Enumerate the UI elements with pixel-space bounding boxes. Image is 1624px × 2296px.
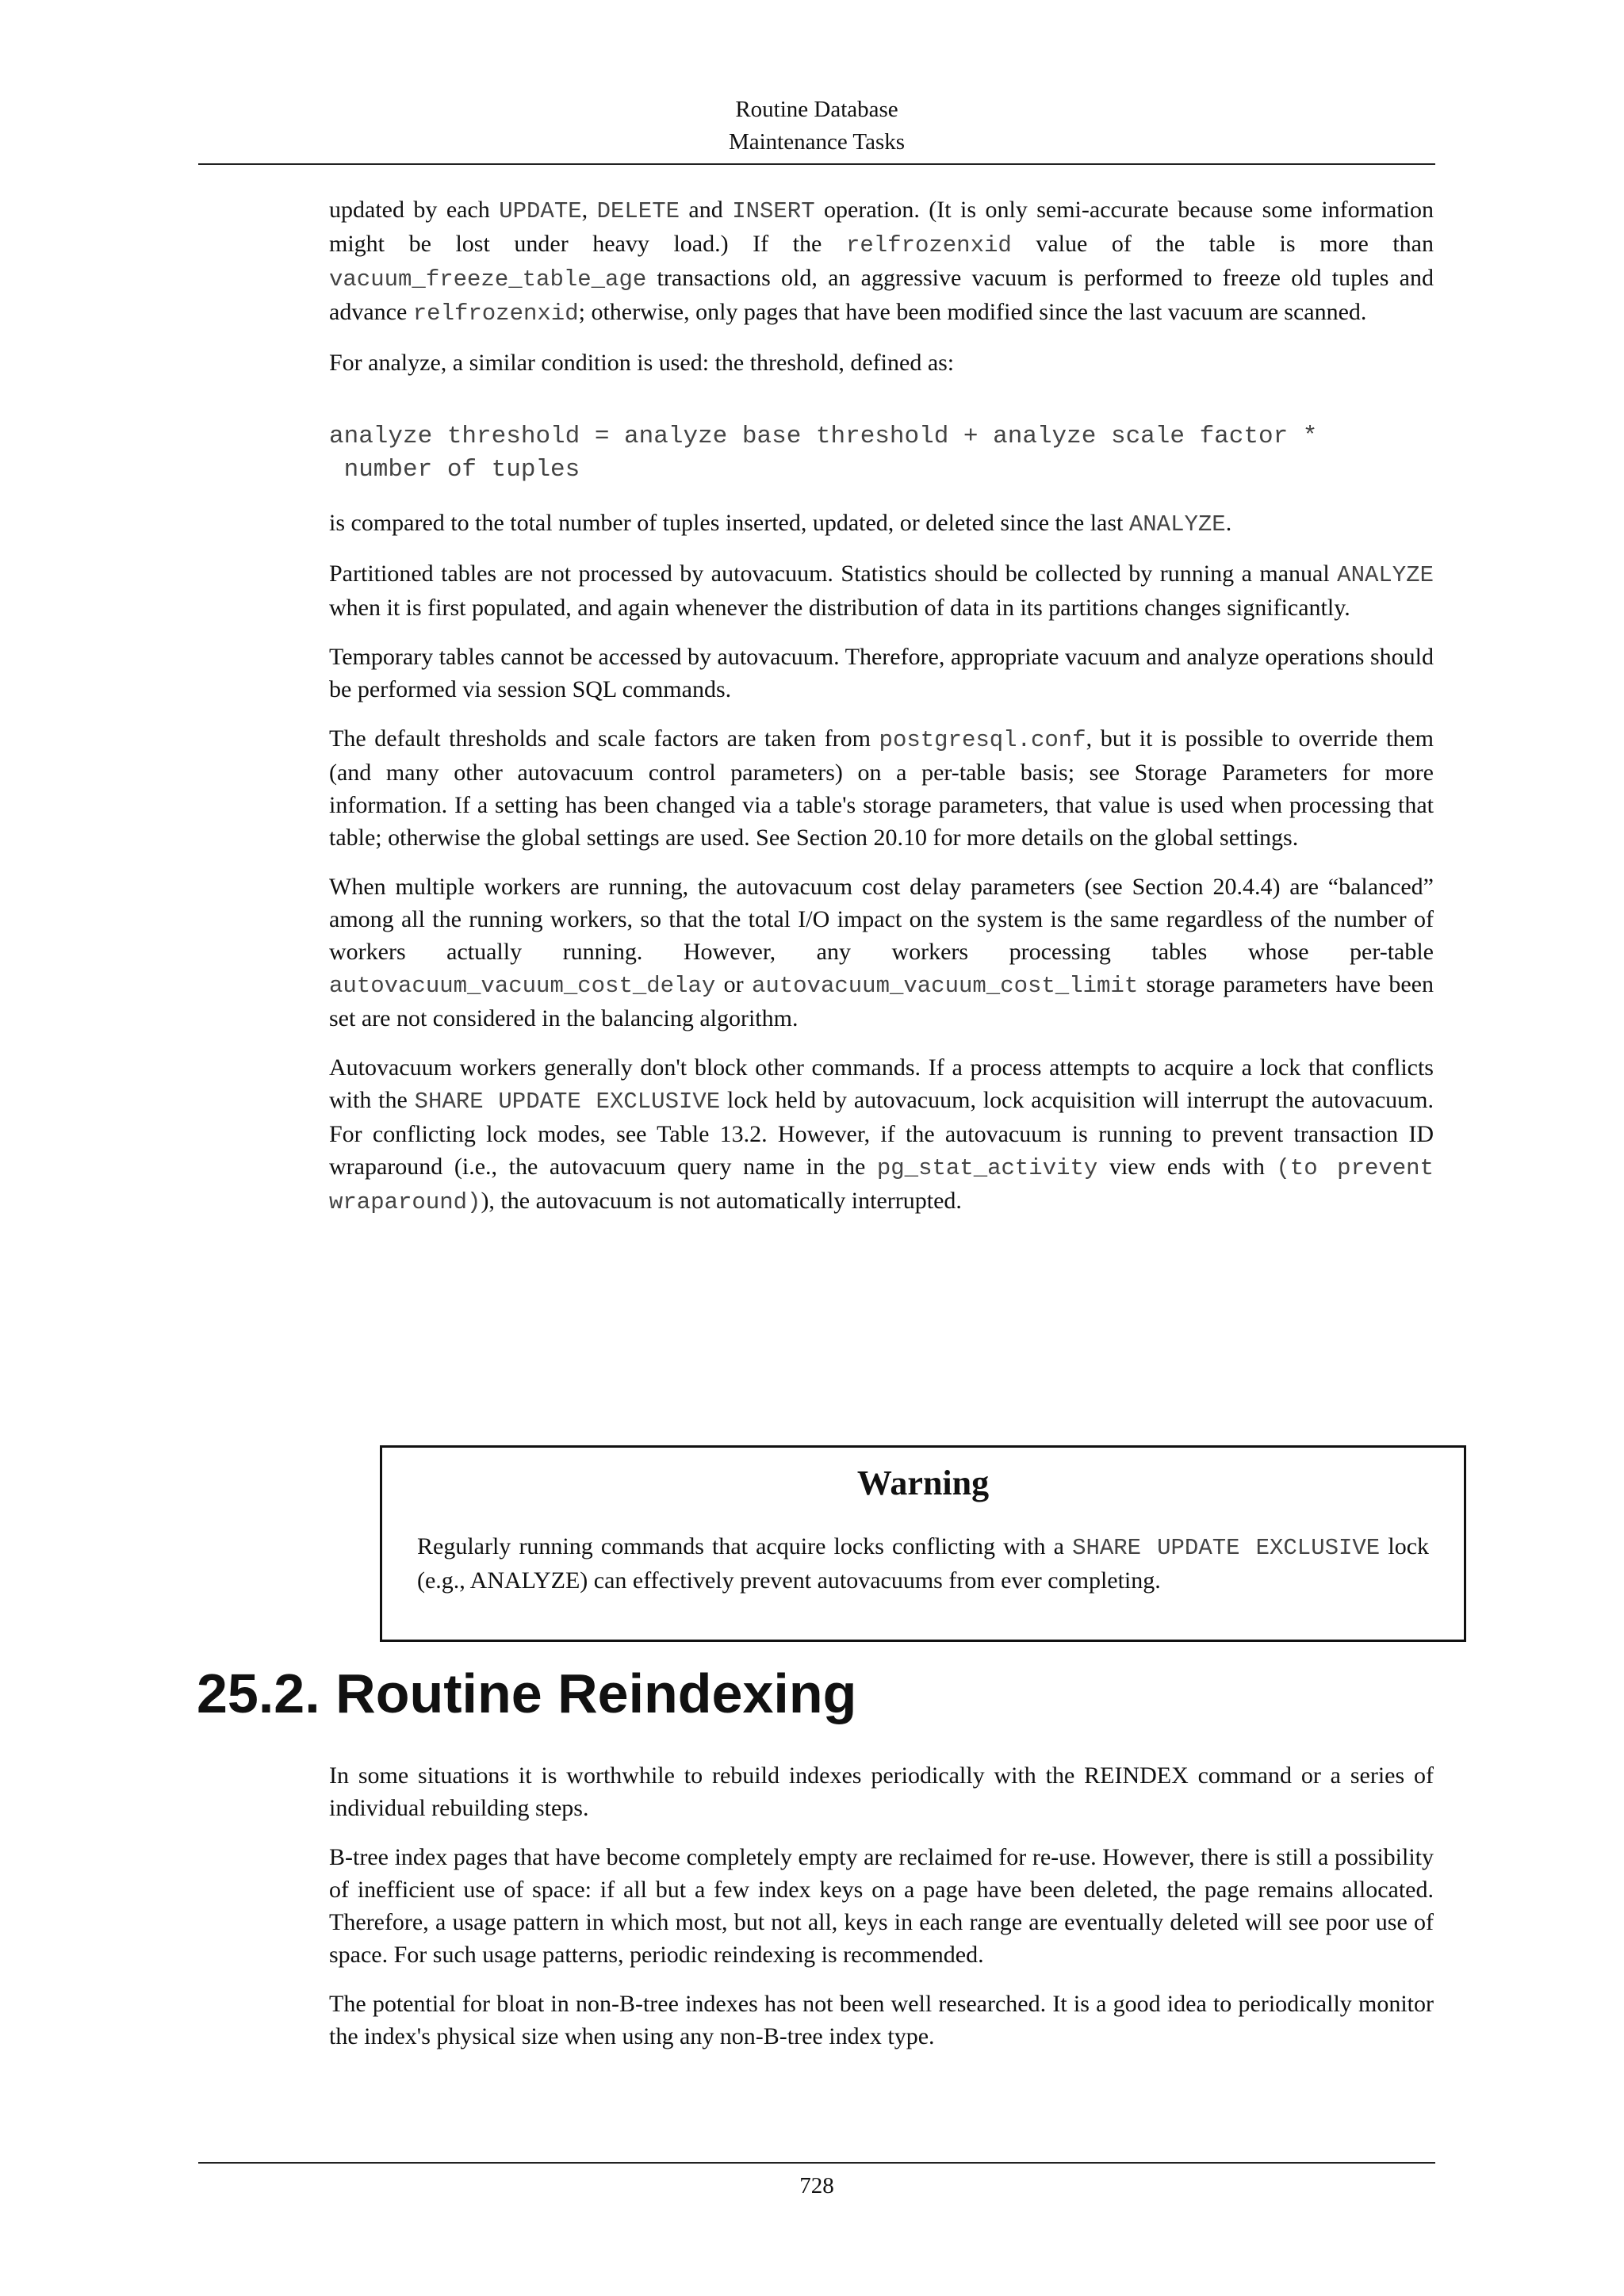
code-cost-limit: autovacuum_vacuum_cost_limit [751,973,1139,999]
paragraph-reindex-intro: In some situations it is worthwhile to rebuild indexes periodically with the REINDEX command or a series of individual rebuilding steps. [329,1762,1434,1821]
code-share-update-exclusive-2: SHARE UPDATE EXCLUSIVE [1072,1535,1381,1561]
code-insert: INSERT [732,198,815,224]
code-share-update-exclusive: SHARE UPDATE EXCLUSIVE [414,1089,721,1115]
paragraph-analyze-condition: For analyze, a similar condition is used: the threshold, defined as: [329,350,955,376]
header-rule [198,163,1435,165]
code-line-1: analyze threshold = analyze base threshold + analyze scale factor * [329,423,1318,450]
warning-admonition [380,1445,1466,1642]
paragraph-temporary-tables: Temporary tables cannot be accessed by autovacuum. Therefore, appropriate vacuum and analyze operations should be performed via session SQL commands. [329,644,1434,702]
code-block-analyze-threshold [329,420,1434,487]
section-title: 25.2. Routine Reindexing [197,1663,857,1724]
paragraph-btree-pages: B-tree index pages that have become completely empty are reclaimed for re-use. However, there is still a possibility of inefficient use of space: if all but a few index keys on a page have been deleted, the page remains allocated. Therefore, a usage pattern in which most, but not all, keys in each range are eventually deleted will see poor use of space. For such usage patterns, periodic reindexing is recommended. [329,1844,1434,1968]
running-header-line-2: Maintenance Tasks [728,129,906,155]
code-relfrozenxid: relfrozenxid [845,232,1012,258]
code-vacuum-freeze-table-age: vacuum_freeze_table_age [329,266,647,293]
code-relfrozenxid-2: relfrozenxid [412,300,579,327]
main-content [329,193,1434,1235]
warning-title: Warning [856,1464,990,1502]
paragraph-default-thresholds: The default thresholds and scale factors are taken from postgresql.conf, but it is possible to override them (and many other autovacuum control parameters) on a per-table basis; see Storage Parameters for more information. If a setting has been changed via a table's storage parameters, that value is used when processing that table; otherwise the global settings are used. See Section 20.10 for more details on the global settings. [329,725,1434,851]
page-number: 728 [799,2173,834,2198]
code-cost-delay: autovacuum_vacuum_cost_delay [329,973,716,999]
code-analyze: ANALYZE [1128,511,1226,538]
running-header-line-1: Routine Database [735,97,898,122]
code-to-prevent-wraparound: (to prevent wraparound) [329,1155,1434,1215]
paragraph-non-btree-bloat: The potential for bloat in non-B-tree indexes has not been well researched. It is a good idea to periodically monitor the index's physical size when using any non-B-tree index type. [329,1991,1434,2049]
paragraph-multiple-workers: When multiple workers are running, the autovacuum cost delay parameters (see Section 20.4.4) are “balanced” among all the running workers, so that the total I/O impact on the system is the same regardless of the number of workers actually running. However, any workers processing tables whose per-table autovacuum_vacuum_cost_delay or autovacuum_vacuum_cost_limit storage parameters have been set are not considered in the balancing algorithm. [329,874,1434,1031]
paragraph-autovacuum-workers: Autovacuum workers generally don't block other commands. If a process attempts to acquire a lock that conflicts with the SHARE UPDATE EXCLUSIVE lock held by autovacuum, lock acquisition will interrupt the autovacuum. For conflicting lock modes, see Table 13.2. However, if the autovacuum is running to prevent transaction ID wraparound (i.e., the autovacuum query name in the pg_stat_activity view ends with (to prevent wraparound)), the autovacuum is not automatically interrupted. [329,1054,1434,1215]
paragraph-compared: is compared to the total number of tuples inserted, updated, or deleted since the last ANALYZE. [329,510,1232,538]
paragraph-partitioned-tables: Partitioned tables are not processed by autovacuum. Statistics should be collected by running a manual ANALYZE when it is first populated, and again whenever the distribution of data in its partitions changes significantly. [329,561,1434,621]
code-pg-stat-activity: pg_stat_activity [876,1155,1098,1181]
paragraph-stats-accuracy: updated by each UPDATE, DELETE and INSERT operation. (It is only semi-accurate because some information might be lost under heavy load.) If the relfrozenxid value of the table is more than vacuum_freeze_table_age transactions old, an aggressive vacuum is performed to freeze old tuples and advance relfrozenxid; otherwise, only pages that have been modified since the last vacuum are scanned. [329,197,1434,327]
code-postgresql-conf: postgresql.conf [879,727,1086,753]
code-delete: DELETE [596,198,680,224]
section-content [329,1759,1434,2069]
warning-body: Regularly running commands that acquire locks conflicting with a SHARE UPDATE EXCLUSIVE lock (e.g., ANALYZE) can effectively prevent autovacuums from ever completing. [417,1533,1430,1594]
code-analyze-2: ANALYZE [1337,562,1434,588]
code-line-2: number of tuples [329,456,580,484]
running-header [198,94,1435,159]
footer-rule [198,2162,1435,2164]
code-update: UPDATE [499,198,582,224]
